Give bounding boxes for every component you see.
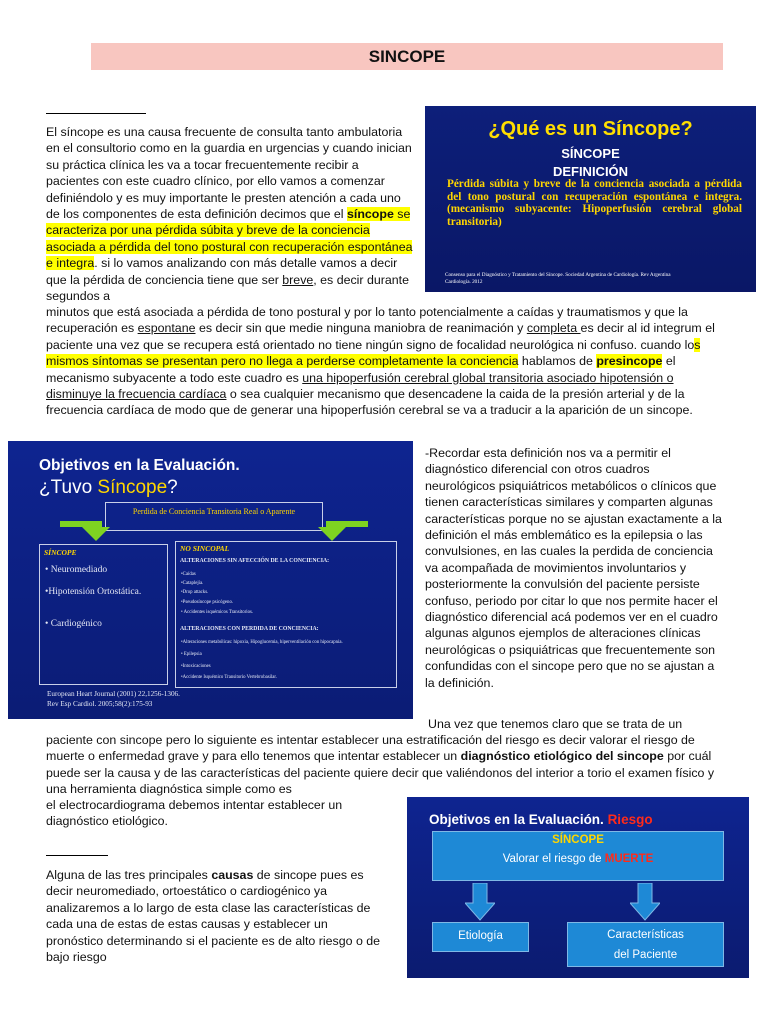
divider (46, 113, 146, 114)
list-item: • Epilepsia (181, 652, 202, 657)
arrow-down-icon (630, 883, 660, 921)
list-item: •Alteraciones metabólicas: hipoxia, Hipoglucemia, hiperventilación con hipocapnia. (181, 640, 343, 645)
list-item: • Accidentes isquémicos Transitorios. (181, 610, 254, 615)
slide-title: ¿Tuvo Síncope? (39, 477, 178, 498)
diagnostic-paragraph: -Recordar esta definición nos va a permitir el diagnóstico diferencial con otros cuadros neurológicos psiquiátricos metabólicos o clínicos que tienen características similares y comparten algunas características porque no se ajustan exactamente a la definición el más emblemático es la epilepsia o las convulsiones, en las cuales la perdida de conciencia va acompañada de movimientos involuntarios y posteriormente la convulsión del paciente persiste confuso, periodo por citar lo que nos permite hacer el diagnóstico diferencial acá podemos ver en el cuadro algunas algunos ejemplos de alteraciones clínicas neurológicas o psiquiátricas que frecuentemente son confundidas con el sincope pero que no se ajustan a la definición. (425, 446, 722, 690)
list-item: •Accidente Isquémico Transitorio Vertebrobasilar. (181, 675, 277, 680)
reference: European Heart Journal (2001) 22,1256-1306. (47, 690, 180, 698)
list-item: • Cardiogénico (45, 619, 102, 629)
slide-topbox: Perdida de Conciencia Transitoria Real o Aparente (105, 502, 323, 531)
box-text: Características (607, 929, 684, 941)
list-item: •Drop attacks. (181, 590, 209, 595)
slide-subheading: DEFINICIÓN (552, 164, 629, 179)
list-item: •Pseudosíncope psicógeno. (181, 600, 234, 605)
arrow-left-icon (60, 513, 120, 543)
list-item: •Caídas (181, 572, 196, 577)
slide-title: Objetivos en la Evaluación. (39, 457, 240, 474)
risk-paragraph-end: el electrocardiograma debemos intentar establecer un diagnóstico etiológico. (46, 798, 343, 829)
arrow-down-icon (465, 883, 495, 921)
page-title: SINCOPE (91, 43, 723, 70)
slide-subheading: SÍNCOPE (561, 146, 620, 161)
slide-que-es-sincope (425, 106, 756, 292)
arrow-right-icon (308, 513, 368, 543)
valorar-riesgo-box (432, 831, 724, 881)
slide-heading: ¿Qué es un Síncope? (488, 118, 693, 140)
list-item: •Intoxicaciones (181, 664, 211, 669)
box-text: del Paciente (613, 949, 678, 961)
list-item: • Neuromediado (45, 565, 108, 575)
slide-riesgo (407, 797, 749, 978)
slide-title: Objetivos en la Evaluación. Riesgo (429, 812, 653, 827)
box-heading: SÍNCOPE (44, 548, 77, 557)
risk-paragraph-first-line: Una vez que tenemos claro que se trata de un (428, 717, 683, 731)
intro-paragraph: El síncope es una causa frecuente de consulta tanto ambulatoria en el consultorio como en la guardia en urgencias y cuando inician su práctica clínica les va a tocar frecuentemente recibir a pacientes con este cuadro clínico, por ello vamos a comenzar definiéndolo y es muy importante le presten atención a cada uno de los componentes de esta definición decimos que el síncope se caracteriza por una pérdida súbita y breve de la conciencia asociada a pérdida del tono postural con recuperación espontánea e integra. si lo vamos analizando con más detalle vamos a decir que la pérdida de conciencia tiene que ser breve, es decir durante segundos a (46, 125, 413, 304)
causes-paragraph: Alguna de las tres principales causas de sincope pues es decir neuromediado, ortoestático o cardiogénico ya analizaremos a lo largo de esta clase las características de cada una de estas de estas causas y establecer un pronóstico determinando si el paciente es de alto riesgo o de bajo riesgo (46, 868, 381, 965)
no-sincopal-box (175, 541, 397, 688)
section-heading: ALTERACIONES SIN AFECCIÓN DE LA CONCIENCIA: (180, 558, 330, 564)
slide-definition: Pérdida súbita y breve de la conciencia asociada a pérdida del tono postural con recuperación espontánea e integra. (mecanismo subyacente: Hipoperfusión cerebral global transitoria) (447, 178, 742, 228)
list-item: •Cataplejía. (181, 581, 204, 586)
section-heading: ALTERACIONES CON PERDIDA DE CONCIENCIA: (180, 626, 319, 632)
etiologia-box: Etiología (432, 922, 529, 952)
definition-paragraph: minutos que está asociada a pérdida de tono postural y por lo tanto potencialmente a caídas y traumatismos y que la recuperación es espontane es decir sin que medie ninguna maniobra de reanimación y completa es decir al id integrum el paciente una vez que se recupera está orientado no tiene ningún signo de focalidad neurológica ni confuso. cuando los mismos síntomas se presentan pero no llega a perderse completamente la conciencia hablamos de presincope el mecanismo subyacente a todo este cuadro es una hipoperfusión cerebral global transitoria asociado hipotensión o disminuye la frecuencia cardíaca o sea cualquier mecanismo que desencadene la caida de la presión arterial y de la frecuencia cardíaca de modo que de generar una hipoperfusión cerebral se va a traducir a la aparición de un sincope. (46, 305, 715, 418)
box-heading: NO SINCOPAL (180, 544, 230, 553)
risk-paragraph: paciente con sincope pero lo siguiente es intentar establecer una estratificación del riesgo es decir valorar el riesgo de muerte o enfermedad grave y para ello tenemos que intentar establecer un diagnóstico etiológico del sincope por cuál puede ser la causa y de las características del paciente quiere decir que valiéndonos del interior a torio el examen físico y una herramienta diagnóstica simple como es (46, 733, 715, 797)
slide-source: Consenso para el Diagnóstico y Tratamiento del Síncope. Sociedad Argentina de Cardiología. Rev Argentina Cardiología. 2012 (445, 272, 671, 285)
list-item: •Hipotensión Ortostática. (45, 587, 142, 597)
caracteristicas-box (567, 922, 724, 967)
box-text: Valorar el riesgo de MUERTE (502, 853, 654, 865)
reference: Rev Esp Cardiol. 2005;58(2):175-93 (47, 700, 153, 708)
divider (46, 855, 108, 856)
box-heading: SÍNCOPE (552, 834, 604, 846)
slide-tuvo-sincope (8, 441, 413, 719)
sincope-box (39, 544, 168, 685)
